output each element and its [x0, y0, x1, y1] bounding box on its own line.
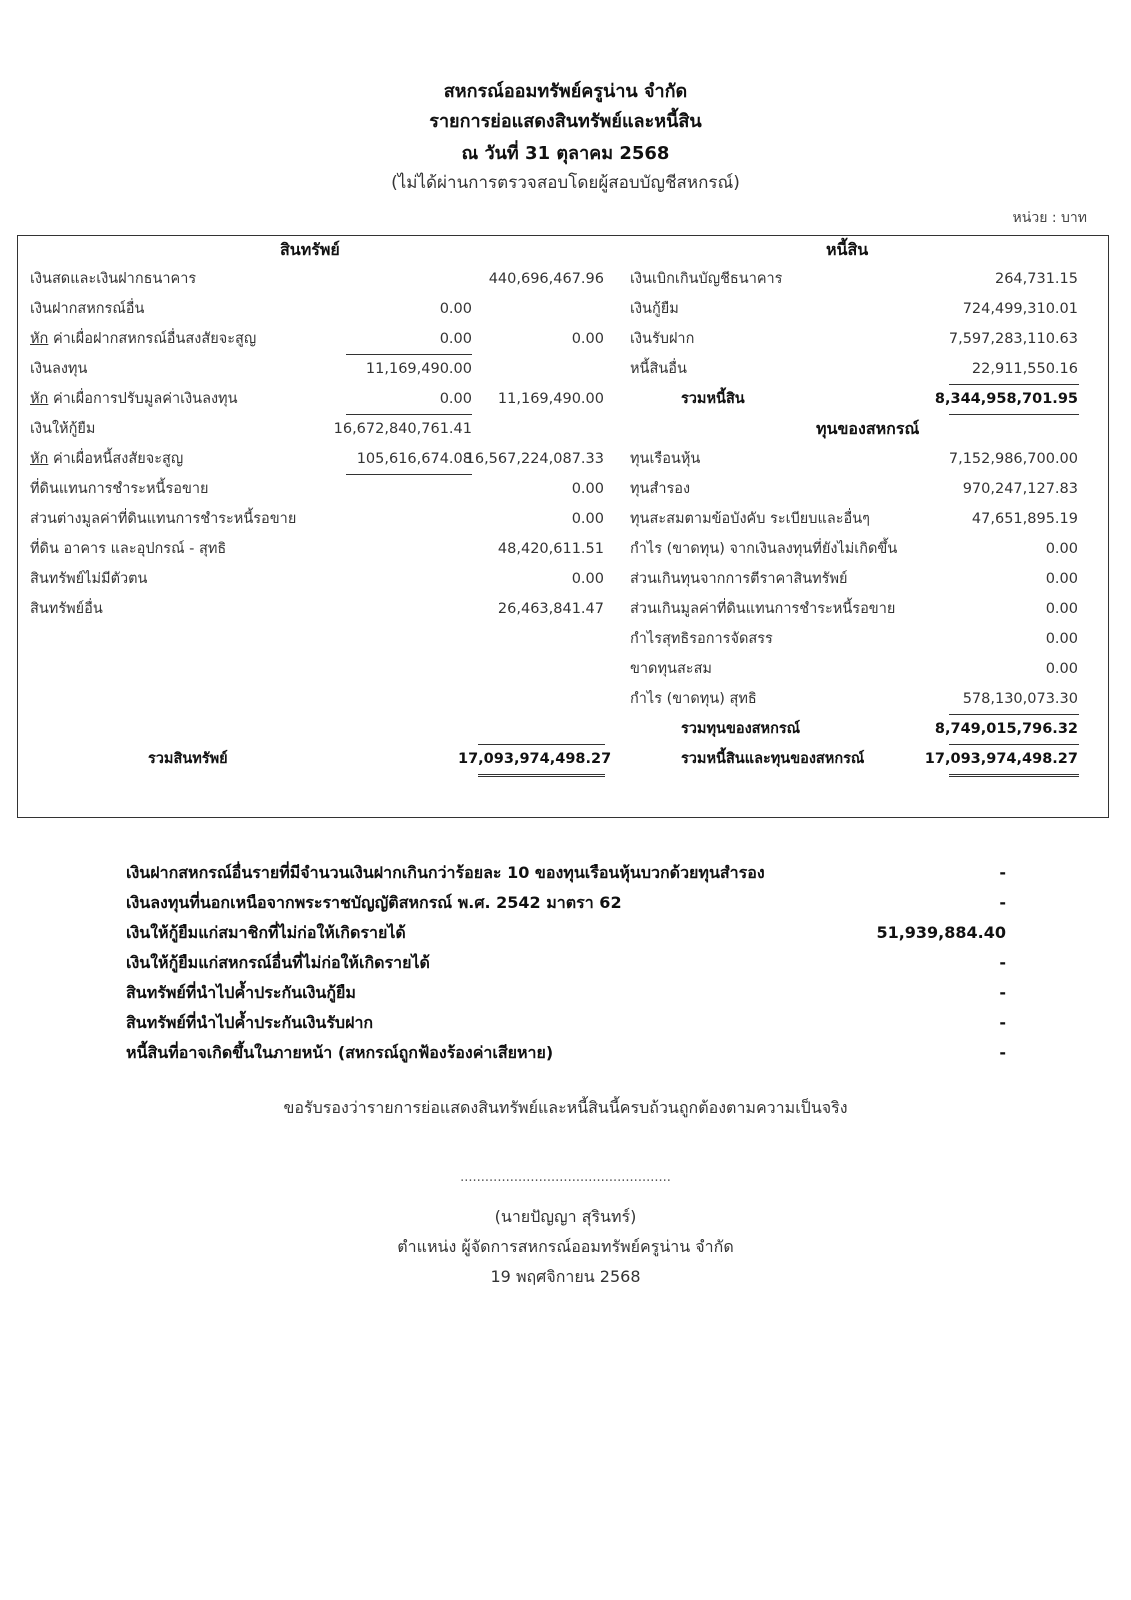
note-row	[126, 948, 1006, 978]
liability-row-value: 724,499,310.01	[962, 301, 1078, 317]
note-label: สินทรัพย์ที่นำไปค้ำประกันเงินรับฝาก	[126, 1013, 374, 1032]
equity-row-label: กำไรสุทธิรอการจัดสรร	[630, 631, 773, 647]
asset-label-text: ค่าเผื่อการปรับมูลค่าเงินลงทุน	[48, 391, 238, 407]
asset-row	[18, 414, 618, 444]
liability-row	[618, 294, 1108, 324]
note-label: เงินให้กู้ยืมแก่สหกรณ์อื่นที่ไม่ก่อให้เกิดรายได้	[126, 953, 430, 972]
deduct-prefix: หัก	[30, 391, 49, 407]
equity-row	[618, 594, 1108, 624]
asset-sub-value: 0.00	[439, 301, 472, 317]
note-label: เงินฝากสหกรณ์อื่นรายที่มีจำนวนเงินฝากเกินกว่าร้อยละ 10 ของทุนเรือนหุ้นบวกด้วยทุนสำรอง	[126, 863, 765, 882]
asset-label	[30, 594, 103, 624]
equity-row-label: ทุนสะสมตามข้อบังคับ ระเบียบและอื่นๆ	[630, 511, 870, 527]
liabilities-subtotal-line	[949, 384, 1079, 385]
equity-row-value: 47,651,895.19	[971, 511, 1078, 527]
asset-row	[18, 354, 618, 384]
liability-row-label: เงินกู้ยืม	[630, 301, 679, 317]
asset-label-text: เงินลงทุน	[30, 361, 88, 377]
unit-label: หน่วย : บาท	[1012, 210, 1087, 226]
asset-total-value: 48,420,611.51	[497, 541, 604, 557]
asset-label	[30, 384, 238, 414]
asset-label-text: เงินให้กู้ยืม	[30, 421, 96, 437]
equity-row-label: ส่วนเกินทุนจากการตีราคาสินทรัพย์	[630, 571, 848, 587]
asset-label-text: ที่ดิน อาคาร และอุปกรณ์ - สุทธิ	[30, 541, 227, 557]
liability-row-value: 22,911,550.16	[971, 361, 1078, 377]
balance-sheet-frame	[17, 235, 1109, 818]
asset-total-value: 11,169,490.00	[497, 391, 604, 407]
liabilities-total-underline	[949, 414, 1079, 415]
sub-underline	[346, 414, 472, 415]
note-row	[126, 888, 1006, 918]
report-title: รายการย่อแสดงสินทรัพย์และหนี้สิน	[429, 111, 702, 132]
liability-row-value: 7,597,283,110.63	[948, 331, 1078, 347]
signer-name: (นายปัญญา สุรินทร์)	[494, 1207, 637, 1226]
asset-row	[18, 264, 618, 294]
org-name: สหกรณ์ออมทรัพย์ครูน่าน จำกัด	[443, 81, 688, 102]
equity-row-value: 0.00	[1045, 631, 1078, 647]
note-row	[126, 1038, 1006, 1068]
certification-text: ขอรับรองว่ารายการย่อแสดงสินทรัพย์และหนี้สินนี้ครบถ้วนถูกต้องตามความเป็นจริง	[283, 1098, 848, 1117]
equity-row-value: 0.00	[1045, 541, 1078, 557]
asset-row	[18, 294, 618, 324]
note-row	[126, 978, 1006, 1008]
asset-total-value: 16,567,224,087.33	[465, 451, 604, 467]
liability-row	[618, 324, 1108, 354]
asset-total-value: 0.00	[571, 571, 604, 587]
assets-heading: สินทรัพย์	[280, 240, 340, 259]
grand-total-label: รวมหนี้สินและทุนของสหกรณ์	[681, 751, 865, 767]
liability-row-label: หนี้สินอื่น	[630, 361, 687, 377]
note-value: -	[999, 863, 1006, 882]
equity-row	[618, 474, 1108, 504]
grand-total-value: 17,093,974,498.27	[924, 751, 1078, 767]
asset-sub-value: 11,169,490.00	[365, 361, 472, 377]
asset-label-text: ค่าเผื่อฝากสหกรณ์อื่นสงสัยจะสูญ	[48, 331, 257, 347]
note-row	[126, 1008, 1006, 1038]
note-label: สินทรัพย์ที่นำไปค้ำประกันเงินกู้ยืม	[126, 983, 356, 1002]
note-value: -	[999, 1043, 1006, 1062]
asset-sub-value: 16,672,840,761.41	[333, 421, 472, 437]
equity-total-label: รวมทุนของสหกรณ์	[681, 721, 801, 737]
note-value: -	[999, 1013, 1006, 1032]
asset-label-text: ที่ดินแทนการชำระหนี้รอขาย	[30, 481, 209, 497]
asset-label-text: ค่าเผื่อหนี้สงสัยจะสูญ	[48, 451, 184, 467]
note-row	[126, 858, 1006, 888]
note-value: 51,939,884.40	[876, 923, 1006, 942]
equity-row	[618, 624, 1108, 654]
asset-total-value: 26,463,841.47	[497, 601, 604, 617]
asset-label	[30, 474, 209, 504]
audit-note: (ไม่ได้ผ่านการตรวจสอบโดยผู้สอบบัญชีสหกรณ์)	[391, 173, 740, 193]
liability-row-value: 264,731.15	[994, 271, 1078, 287]
equity-row	[618, 684, 1108, 714]
asset-sub-value: 0.00	[439, 331, 472, 347]
liability-row	[618, 264, 1108, 294]
asset-label-text: สินทรัพย์ไม่มีตัวตน	[30, 571, 148, 587]
asset-total-value: 0.00	[571, 481, 604, 497]
asset-label	[30, 294, 144, 324]
assets-total-label: รวมสินทรัพย์	[148, 751, 228, 767]
note-label: หนี้สินที่อาจเกิดขึ้นในภายหน้า (สหกรณ์ถูกฟ้องร้องค่าเสียหาย)	[126, 1043, 554, 1062]
asset-label-text: เงินฝากสหกรณ์อื่น	[30, 301, 145, 317]
liability-row-label: เงินรับฝาก	[630, 331, 695, 347]
equity-row	[618, 654, 1108, 684]
note-value: -	[999, 953, 1006, 972]
liabilities-total	[618, 384, 1108, 414]
asset-total-value: 440,696,467.96	[488, 271, 604, 287]
equity-row-value: 970,247,127.83	[962, 481, 1078, 497]
sub-underline	[346, 354, 472, 355]
equity-row-label: กำไร (ขาดทุน) สุทธิ	[630, 691, 757, 707]
liabilities-total-label: รวมหนี้สิน	[681, 391, 745, 407]
liability-row	[618, 354, 1108, 384]
equity-row	[618, 444, 1108, 474]
equity-row-label: กำไร (ขาดทุน) จากเงินลงทุนที่ยังไม่เกิดขึ้น	[630, 541, 898, 557]
note-row	[126, 918, 1006, 948]
signature-date: 19 พฤศจิกายน 2568	[490, 1267, 641, 1286]
equity-row	[618, 504, 1108, 534]
equity-total-value: 8,749,015,796.32	[934, 721, 1078, 737]
asset-row	[18, 564, 618, 594]
asset-label-text: เงินสดและเงินฝากธนาคาร	[30, 271, 197, 287]
asset-label	[30, 564, 147, 594]
liabilities-total-value: 8,344,958,701.95	[934, 391, 1078, 407]
asset-row	[18, 474, 618, 504]
asset-label	[30, 444, 183, 474]
equity-row-label: ทุนเรือนหุ้น	[630, 451, 701, 467]
note-value: -	[999, 983, 1006, 1002]
asset-label	[30, 534, 226, 564]
equity-row-label: ทุนสำรอง	[630, 481, 691, 497]
equity-row-value: 0.00	[1045, 571, 1078, 587]
assets-total-value: 17,093,974,498.27	[458, 751, 612, 767]
equity-row	[618, 564, 1108, 594]
equity-row-value: 578,130,073.30	[962, 691, 1078, 707]
asset-row	[18, 534, 618, 564]
asset-sub-value: 105,616,674.08	[356, 451, 472, 467]
equity-subtotal-line	[949, 714, 1079, 715]
grand-total-double	[949, 774, 1079, 777]
asset-total-value: 0.00	[571, 511, 604, 527]
asset-label	[30, 264, 196, 294]
asset-row	[18, 444, 618, 474]
asset-label	[30, 324, 256, 354]
assets-total-double	[478, 774, 605, 777]
equity-row	[618, 534, 1108, 564]
liabilities-heading: หนี้สิน	[826, 240, 869, 259]
note-label: เงินลงทุนที่นอกเหนือจากพระราชบัญญัติสหกรณ์ พ.ศ. 2542 มาตรา 62	[126, 893, 622, 912]
liability-row-label: เงินเบิกเกินบัญชีธนาคาร	[630, 271, 783, 287]
asset-total-value: 0.00	[571, 331, 604, 347]
note-value: -	[999, 893, 1006, 912]
note-label: เงินให้กู้ยืมแก่สมาชิกที่ไม่ก่อให้เกิดรายได้	[126, 923, 406, 942]
equity-total	[618, 714, 1108, 744]
asset-label	[30, 414, 95, 444]
sub-underline	[346, 474, 472, 475]
equity-row-value: 0.00	[1045, 601, 1078, 617]
equity-row-label: ส่วนเกินมูลค่าที่ดินแทนการชำระหนี้รอขาย	[630, 601, 896, 617]
asset-sub-value: 0.00	[439, 391, 472, 407]
report-date: ณ วันที่ 31 ตุลาคม 2568	[461, 143, 670, 164]
asset-row	[18, 504, 618, 534]
asset-label-text: ส่วนต่างมูลค่าที่ดินแทนการชำระหนี้รอขาย	[30, 511, 297, 527]
asset-row	[18, 594, 618, 624]
equity-heading: ทุนของสหกรณ์	[816, 419, 920, 438]
signature-line: ...................................................	[460, 1170, 671, 1185]
equity-row-label: ขาดทุนสะสม	[630, 661, 712, 677]
signer-position: ตำแหน่ง ผู้จัดการสหกรณ์ออมทรัพย์ครูน่าน จำกัด	[397, 1237, 734, 1256]
asset-label-text: สินทรัพย์อื่น	[30, 601, 103, 617]
deduct-prefix: หัก	[30, 451, 49, 467]
equity-row-value: 0.00	[1045, 661, 1078, 677]
asset-label	[30, 354, 87, 384]
deduct-prefix: หัก	[30, 331, 49, 347]
equity-row-value: 7,152,986,700.00	[948, 451, 1078, 467]
asset-row	[18, 384, 618, 414]
asset-row	[18, 324, 618, 354]
asset-label	[30, 504, 296, 534]
